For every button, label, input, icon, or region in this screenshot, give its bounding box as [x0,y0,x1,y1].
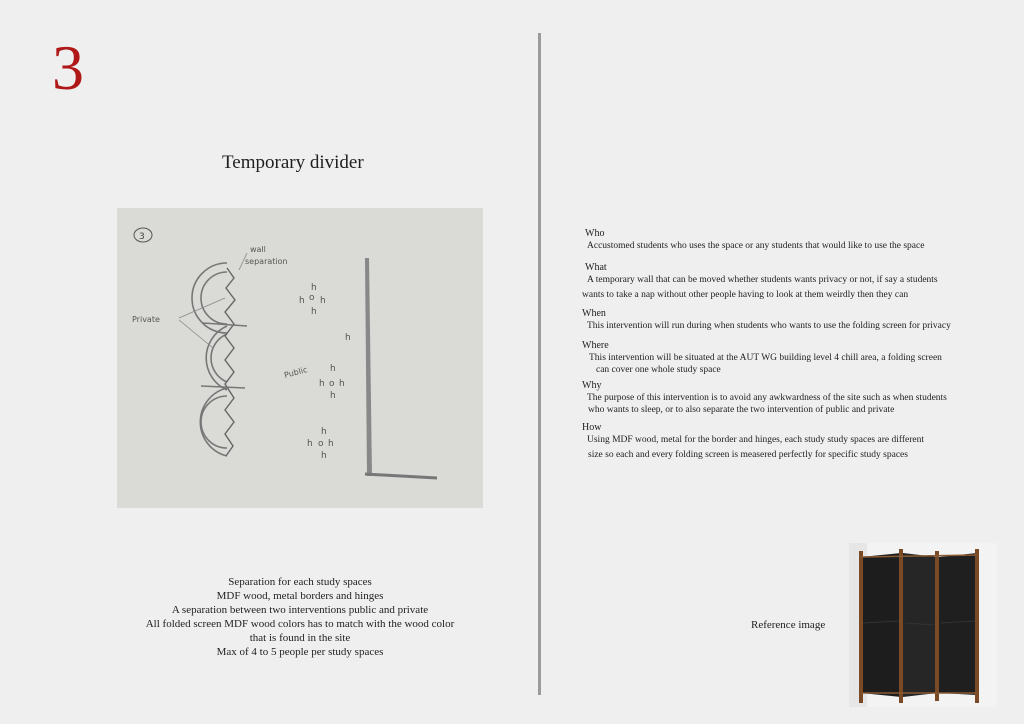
svg-text:h: h [299,296,305,306]
sketch-label-private: Private [132,315,160,324]
svg-text:h: h [345,333,351,343]
qa-who [582,228,924,252]
sketch-image [117,208,483,508]
svg-text:h: h [311,307,317,317]
qa-why-label: Why [582,380,602,391]
qa-what-text: wants to take a nap without other people having to look at them weirdly then they can [582,290,909,300]
note-line: Max of 4 to 5 people per study spaces [216,646,384,658]
note-line: A separation between two interventions public and private [171,604,429,616]
sketch-step-number: 3 [139,232,145,242]
page-title: Temporary divider [222,152,364,173]
page-number: 3 [52,32,84,103]
qa-how-label: How [582,422,602,433]
design-notes [100,575,500,659]
svg-text:h: h [321,427,327,437]
qa-where-text: can cover one whole study space [596,365,721,375]
qa-how-text: Using MDF wood, metal for the border and hinges, each study study spaces are different [587,435,924,445]
qa-where-text: This intervention will be situated at the AUT WG building level 4 chill area, a folding screen [589,353,942,363]
reference-image [849,543,997,707]
qa-why [582,380,947,416]
note-line: All folded screen MDF wood colors has to match with the wood color [145,618,455,630]
note-line: that is found in the site [249,632,351,644]
sketch-label-separation: separation [245,257,288,266]
sketch-label-public: Public [283,365,309,380]
qa-what [582,262,938,301]
qa-what-text: A temporary wall that can be moved whether students wants privacy or not, if say a students [587,275,938,285]
svg-text:o: o [329,379,335,389]
qa-how [582,422,924,461]
note-line: MDF wood, metal borders and hinges [216,590,384,602]
svg-text:h: h [339,379,345,389]
svg-text:h: h [321,451,327,461]
reference-caption: Reference image [751,619,826,631]
qa-who-label: Who [585,228,605,239]
svg-text:h: h [330,364,336,374]
svg-text:h: h [328,439,334,449]
svg-text:h: h [311,283,317,293]
sketch-label-wall: wall [250,245,266,254]
qa-why-text: who wants to sleep, or to also separate the two intervention of public and private [588,405,895,415]
svg-text:h: h [319,379,325,389]
qa-when-text: This intervention will run during when students who wants to use the folding screen for privacy [587,321,951,331]
note-line: Separation for each study spaces [228,576,372,588]
svg-text:o: o [309,293,315,303]
svg-text:h: h [320,296,326,306]
qa-who-text: Accustomed students who uses the space or any students that would like to use the space [587,241,925,251]
qa-when [582,308,951,332]
qa-where-label: Where [582,340,609,351]
qa-how-text: size so each and every folding screen is measered perfectly for specific study spaces [588,450,908,460]
svg-text:h: h [307,439,313,449]
qa-what-label: What [585,262,607,273]
svg-text:o: o [318,439,324,449]
svg-text:h: h [330,391,336,401]
page-divider [538,33,541,695]
qa-why-text: The purpose of this intervention is to avoid any awkwardness of the site such as when students [587,393,947,403]
qa-where [582,340,942,376]
qa-when-label: When [582,308,606,319]
